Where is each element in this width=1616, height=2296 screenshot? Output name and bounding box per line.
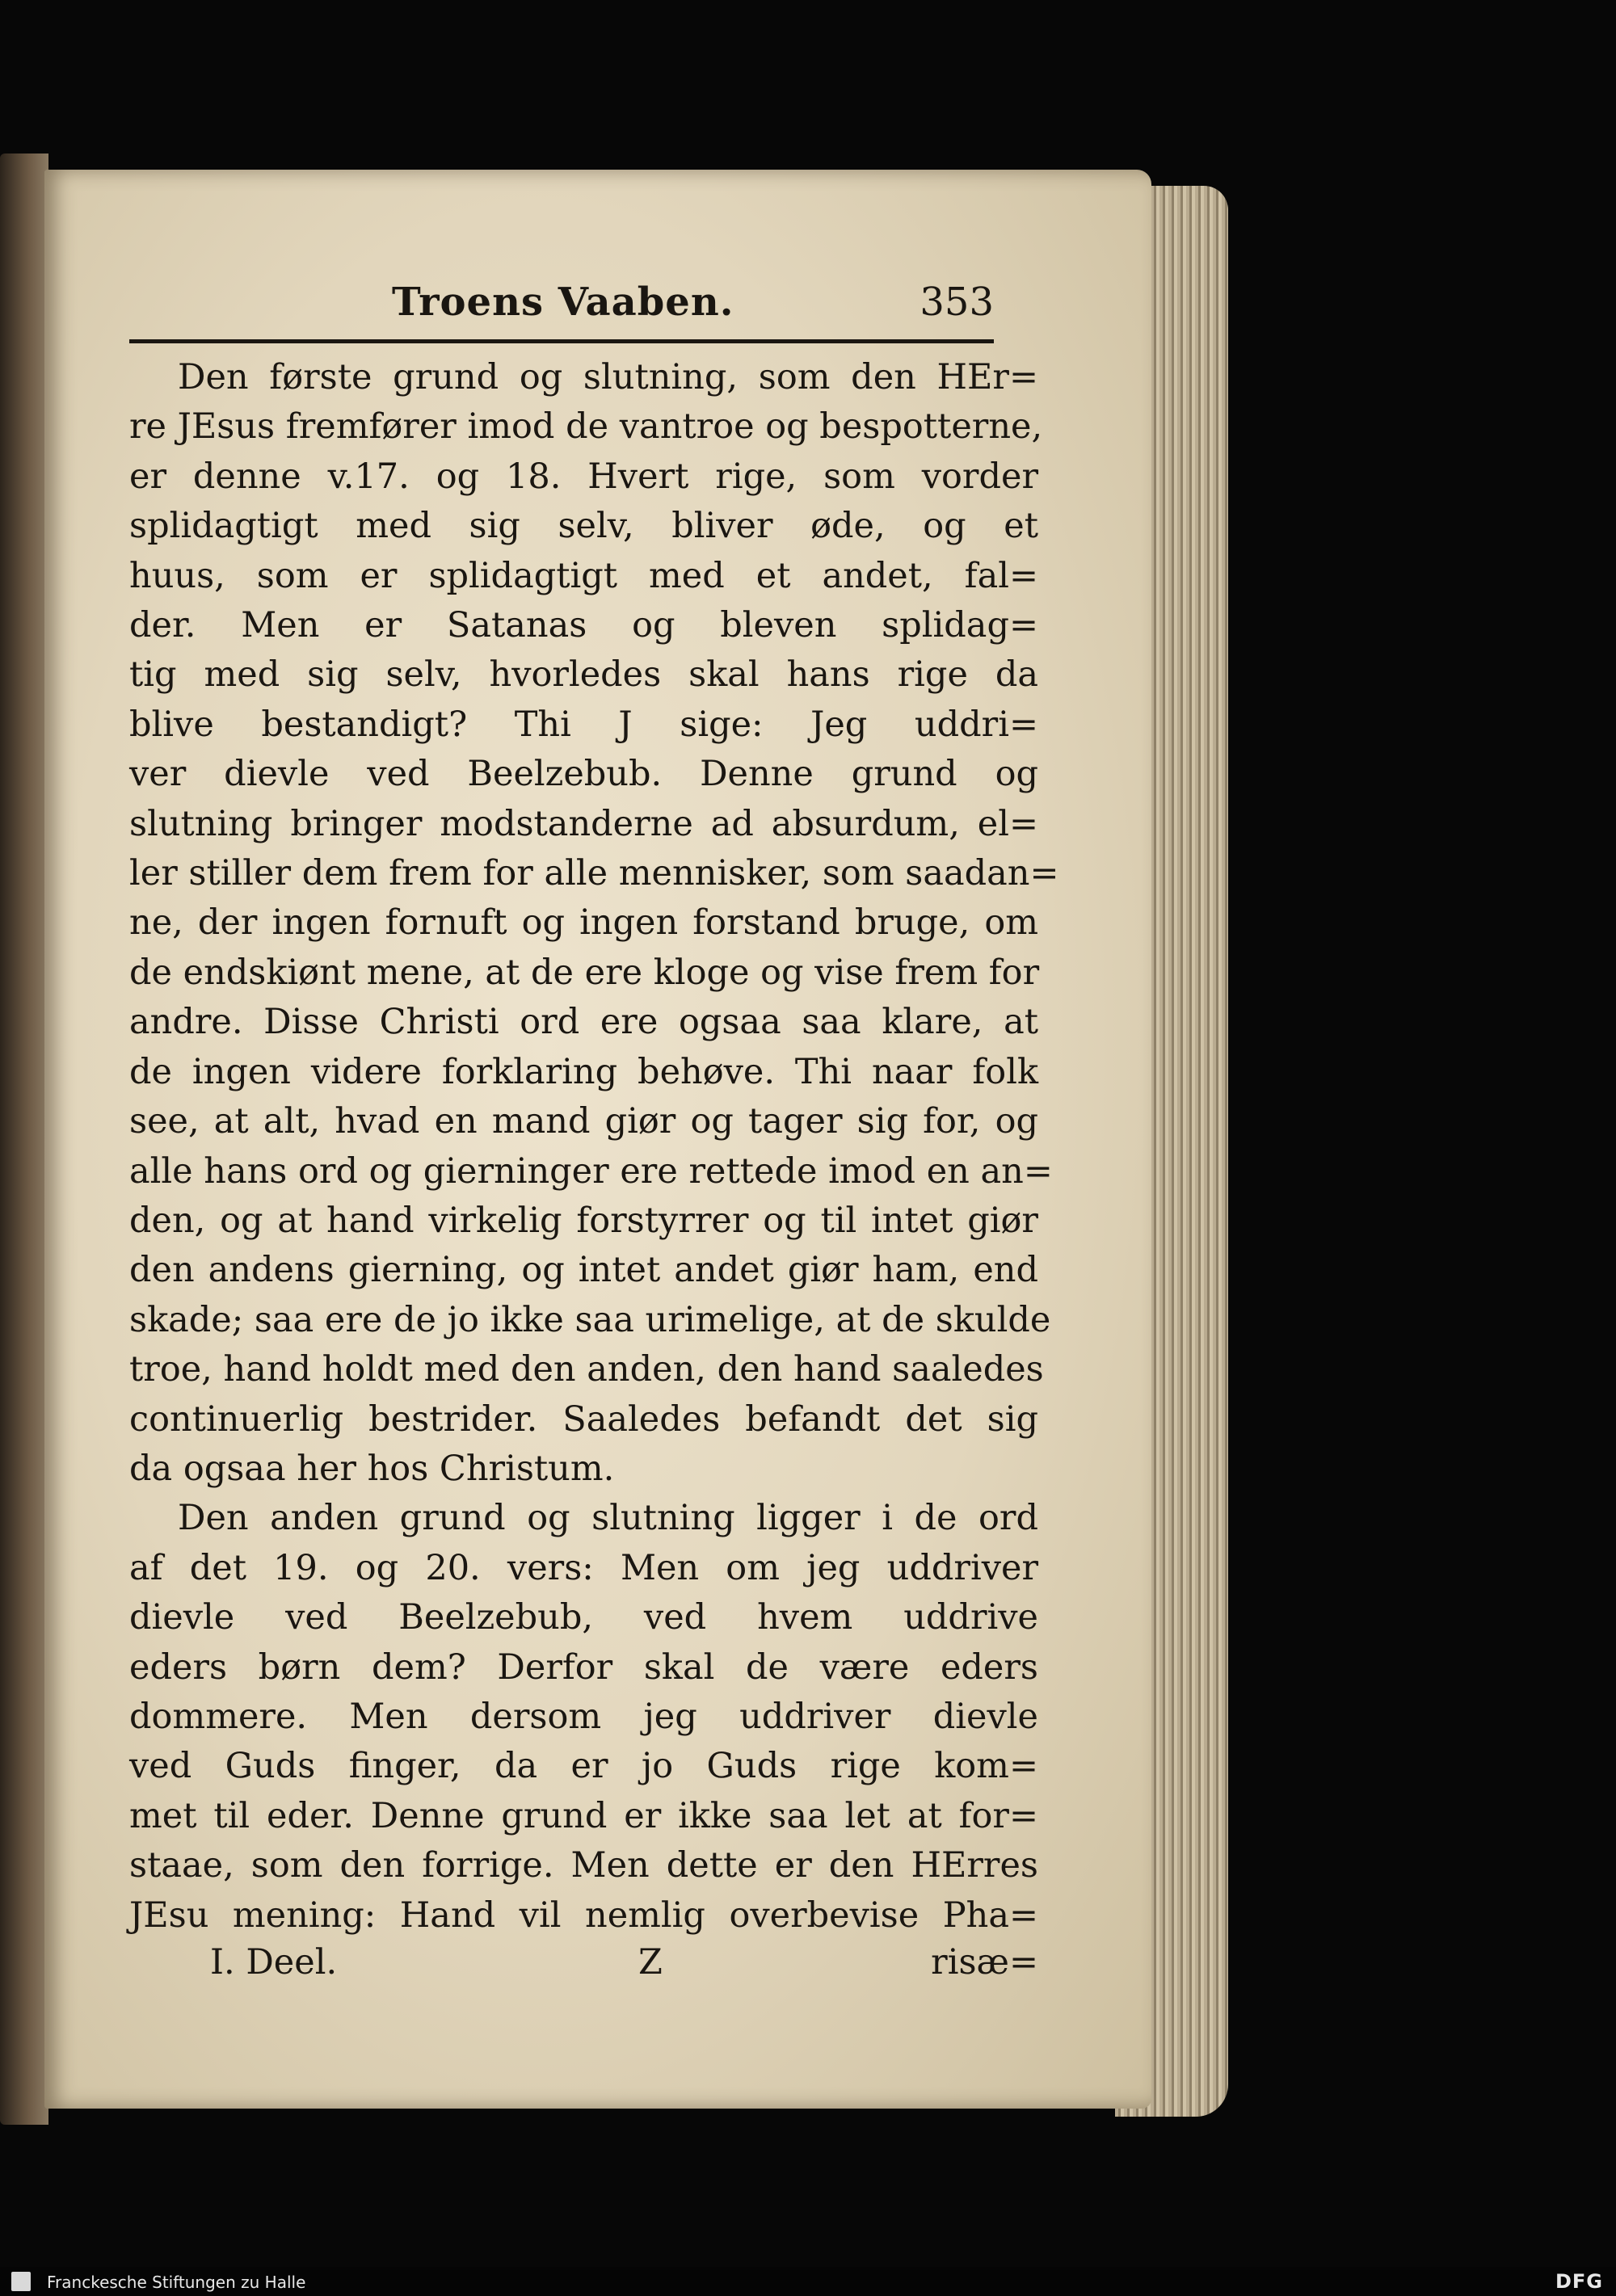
text-line: continuerlig bestrider. Saaledes befandt det sig bbox=[129, 1398, 1038, 1440]
text-line: troe, hand holdt med den anden, den hand saaledes bbox=[129, 1349, 1044, 1390]
text-line: Den anden grund og slutning ligger i de ord bbox=[178, 1498, 1038, 1539]
text-line: af det 19. og 20. vers: Men om jeg uddriver bbox=[129, 1547, 1038, 1588]
page-header bbox=[129, 275, 994, 343]
paragraph-2 bbox=[129, 1494, 1038, 1941]
dfg-logo: DFG bbox=[1555, 2270, 1603, 2293]
institution-name: Franckesche Stiftungen zu Halle bbox=[47, 2273, 306, 2292]
text-line: tig med sig selv, hvorledes skal hans rige da bbox=[129, 654, 1038, 696]
text-line: ler stiller dem frem for alle mennisker, som saadan= bbox=[129, 853, 1059, 894]
paragraph-1 bbox=[129, 353, 1059, 1494]
text-line: da ogsaa her hos Christum. bbox=[129, 1448, 615, 1489]
text-line: blive bestandigt? Thi J sige: Jeg uddri= bbox=[129, 704, 1038, 745]
text-line: de endskiønt mene, at de ere kloge og vise frem for bbox=[129, 952, 1040, 993]
text-line: de ingen videre forklaring behøve. Thi naar folk bbox=[129, 1051, 1038, 1092]
institution-logo-icon bbox=[11, 2272, 31, 2291]
signature-mark: Z bbox=[638, 1942, 663, 1983]
text-line: see, at alt, hvad en mand giør og tager sig for, og bbox=[129, 1101, 1038, 1142]
text-line: eders børn dem? Derfor skal de være eders bbox=[129, 1646, 1038, 1688]
attribution-bar bbox=[0, 2267, 1616, 2296]
text-line: andre. Disse Christi ord ere ogsaa saa klare, at bbox=[129, 1002, 1038, 1043]
catchword: risæ= bbox=[931, 1942, 1038, 1983]
body-text bbox=[129, 353, 1059, 1941]
text-line: er denne v.17. og 18. Hvert rige, som vorder bbox=[129, 456, 1038, 497]
text-line: alle hans ord og gierninger ere rettede imod en an= bbox=[129, 1150, 1053, 1192]
text-line: JEsu mening: Hand vil nemlig overbevise Pha= bbox=[129, 1894, 1038, 1936]
text-line: den andens gierning, og intet andet giør ham, end bbox=[129, 1250, 1038, 1291]
text-line: slutning bringer modstanderne ad absurdum, el= bbox=[129, 803, 1038, 844]
page-number: 353 bbox=[920, 280, 994, 325]
text-line: staae, som den forrige. Men dette er den HErres bbox=[129, 1845, 1038, 1886]
left-page-edge bbox=[0, 153, 48, 2125]
page-footer bbox=[129, 1942, 1038, 1992]
text-line: dievle ved Beelzebub, ved hvem uddrive bbox=[129, 1597, 1038, 1638]
text-line: dommere. Men dersom jeg uddriver dievle bbox=[129, 1696, 1038, 1737]
text-line: re JEsus fremfører imod de vantroe og bespotterne, bbox=[129, 406, 1043, 448]
running-title: Troens Vaaben. bbox=[392, 280, 734, 325]
text-line: ved Guds finger, da er jo Guds rige kom= bbox=[129, 1746, 1038, 1787]
text-line: met til eder. Denne grund er ikke saa let at for= bbox=[129, 1795, 1038, 1836]
text-line: ver dievle ved Beelzebub. Denne grund og bbox=[129, 754, 1038, 795]
page-text-block bbox=[129, 275, 1059, 1992]
text-line: Den første grund og slutning, som den HEr= bbox=[178, 357, 1038, 397]
signature-label: I. Deel. bbox=[210, 1942, 338, 1983]
text-line: splidagtigt med sig selv, bliver øde, og et bbox=[129, 506, 1038, 547]
text-line: der. Men er Satanas og bleven splidag= bbox=[129, 605, 1038, 646]
text-line: ne, der ingen fornuft og ingen forstand bruge, om bbox=[129, 902, 1038, 944]
text-line: skade; saa ere de jo ikke saa urimelige, at de skulde bbox=[129, 1299, 1051, 1340]
text-line: huus, som er splidagtigt med et andet, fal= bbox=[129, 555, 1038, 596]
text-line: den, og at hand virkelig forstyrrer og til intet giør bbox=[129, 1200, 1038, 1241]
